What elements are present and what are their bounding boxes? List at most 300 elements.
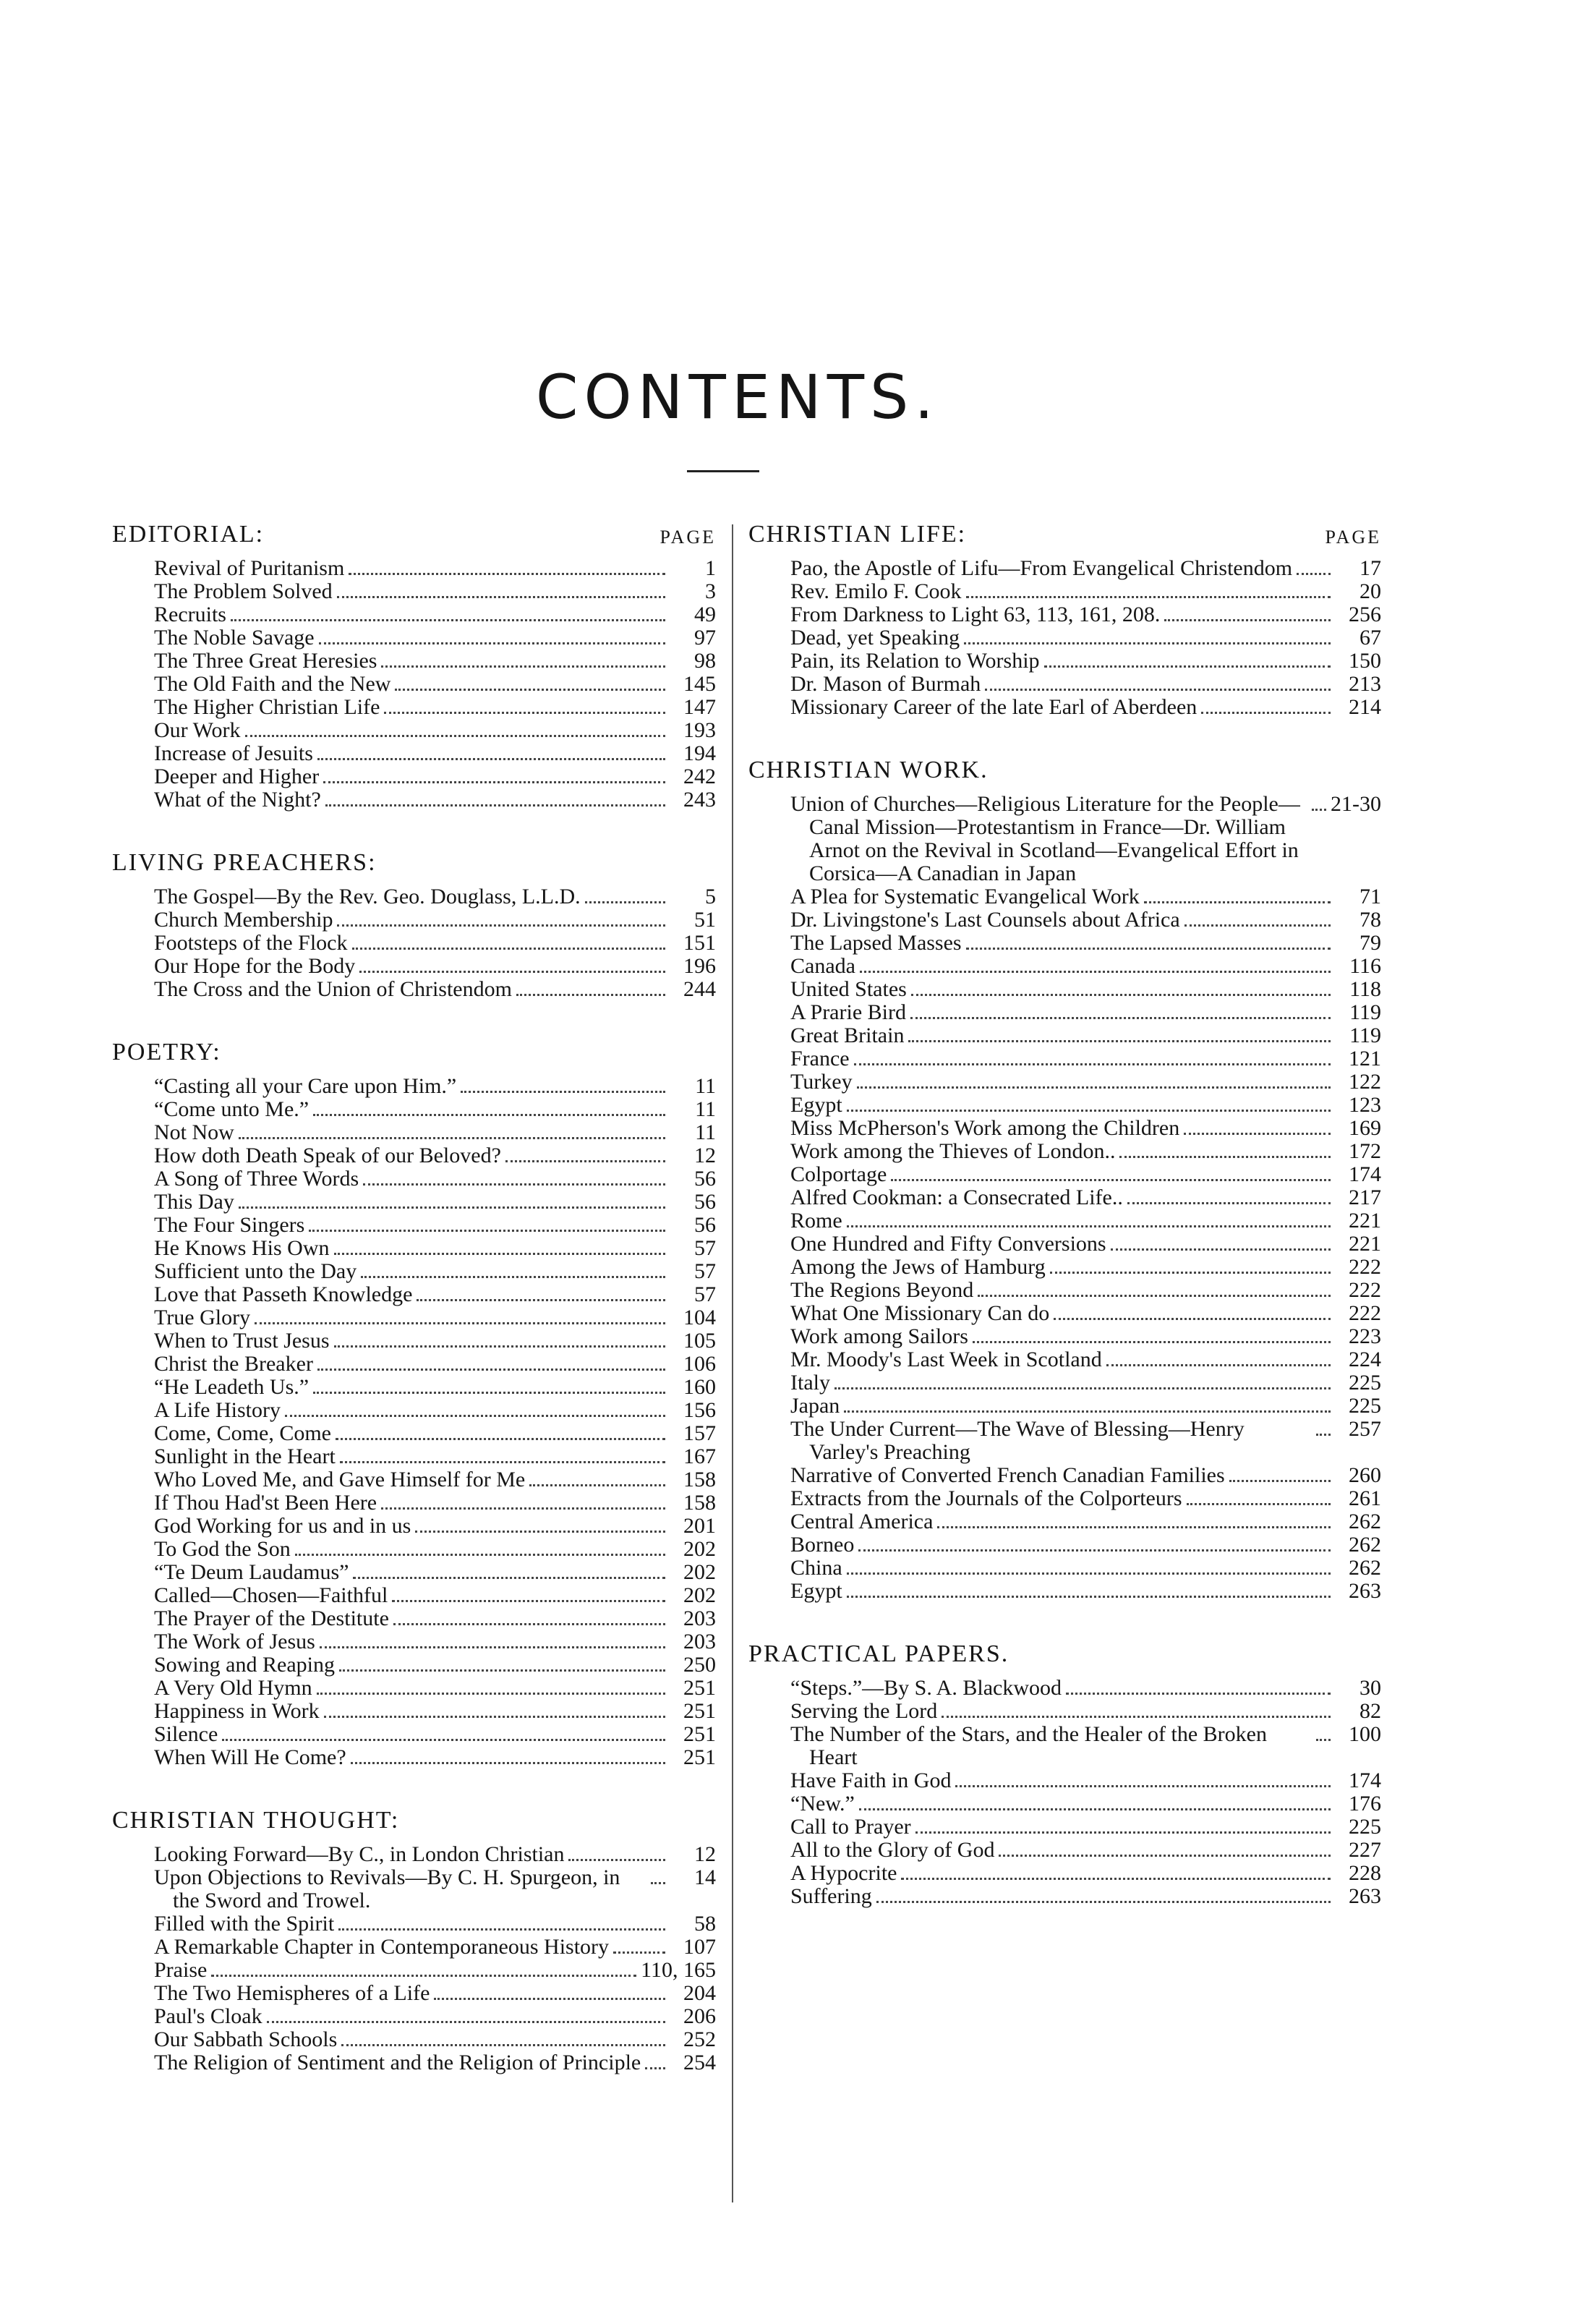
entry-page-number: 227 bbox=[1349, 1838, 1381, 1862]
entry-title: Looking Forward—By C., in London Christian bbox=[154, 1842, 565, 1866]
entry-title: From Darkness to Light 63, 113, 161, 208. bbox=[790, 603, 1161, 626]
contents-section bbox=[748, 757, 1381, 1603]
entry-title: Narrative of Converted French Canadian Families bbox=[790, 1463, 1225, 1487]
contents-entry bbox=[112, 1399, 716, 1422]
contents-entry bbox=[112, 2028, 716, 2051]
entry-page-number: 11 bbox=[695, 1074, 716, 1098]
contents-section bbox=[748, 1640, 1381, 1908]
entry-title: When Will He Come? bbox=[154, 1745, 346, 1769]
column-divider bbox=[732, 524, 733, 2202]
contents-entry bbox=[748, 580, 1381, 603]
contents-entry bbox=[112, 557, 716, 580]
section-header bbox=[112, 521, 716, 548]
entry-page-number: 202 bbox=[683, 1560, 716, 1584]
entry-title: The Three Great Heresies bbox=[154, 649, 377, 673]
entry-title: Sowing and Reaping bbox=[154, 1653, 335, 1677]
entry-page-number: 263 bbox=[1349, 1884, 1381, 1908]
dot-leader bbox=[1044, 665, 1331, 668]
entry-title: Our Work bbox=[154, 718, 241, 742]
entry-page-number: 123 bbox=[1349, 1093, 1381, 1117]
contents-entry bbox=[112, 1630, 716, 1653]
entry-title: The Number of the Stars, and the Healer of the Broken Heart bbox=[790, 1722, 1273, 1769]
entry-title: “He Leadeth Us.” bbox=[154, 1375, 310, 1399]
entry-page-number: 119 bbox=[1349, 1000, 1381, 1024]
contents-entry bbox=[112, 1723, 716, 1746]
entry-page-number: 254 bbox=[683, 2051, 716, 2074]
contents-entry bbox=[112, 1561, 716, 1584]
entry-page-number: 3 bbox=[705, 579, 716, 603]
entry-title: Missionary Career of the late Earl of Aberdeen bbox=[790, 695, 1198, 719]
dot-leader bbox=[1066, 1693, 1331, 1695]
contents-entry bbox=[112, 650, 716, 673]
dot-leader bbox=[1312, 809, 1326, 811]
entry-page-number: 49 bbox=[694, 603, 716, 626]
entry-title: Footsteps of the Flock bbox=[154, 931, 348, 955]
contents-entry bbox=[748, 1186, 1381, 1209]
contents-entry bbox=[748, 1071, 1381, 1094]
dot-leader bbox=[337, 596, 665, 598]
entry-title: A Remarkable Chapter in Contemporaneous History bbox=[154, 1935, 610, 1959]
entry-title: Miss McPherson's Work among the Children bbox=[790, 1116, 1180, 1140]
entry-page-number: 225 bbox=[1349, 1394, 1381, 1418]
dot-leader bbox=[222, 1739, 665, 1741]
contents-entry bbox=[748, 978, 1381, 1001]
contents-entry bbox=[112, 1936, 716, 1959]
entry-title: Japan bbox=[790, 1394, 840, 1418]
section-heading: CHRISTIAN LIFE: bbox=[748, 521, 967, 548]
entry-page-number: 214 bbox=[1349, 695, 1381, 719]
dot-leader bbox=[353, 1577, 665, 1579]
dot-leader bbox=[859, 1808, 1331, 1810]
contents-entry bbox=[112, 603, 716, 626]
entry-title: To God the Son bbox=[154, 1537, 291, 1561]
contents-entry bbox=[112, 932, 716, 955]
entry-page-number: 106 bbox=[683, 1352, 716, 1376]
entry-page-number: 204 bbox=[683, 1981, 716, 2005]
entry-title: The Four Singers bbox=[154, 1213, 305, 1237]
entry-title: Serving the Lord bbox=[790, 1699, 938, 1723]
entry-page-number: 251 bbox=[683, 1745, 716, 1769]
dot-leader bbox=[313, 1392, 665, 1394]
section-header bbox=[112, 1807, 716, 1834]
entry-title: Borneo bbox=[790, 1533, 855, 1557]
dot-leader bbox=[966, 596, 1331, 598]
entry-page-number: 251 bbox=[683, 1722, 716, 1746]
dot-leader bbox=[295, 1554, 665, 1556]
entry-title: United States bbox=[790, 977, 907, 1001]
entry-title: The Prayer of the Destitute bbox=[154, 1606, 389, 1630]
entry-page-number: 262 bbox=[1349, 1510, 1381, 1533]
entry-title: The Problem Solved bbox=[154, 579, 333, 603]
entry-page-number: 116 bbox=[1349, 954, 1381, 978]
contents-entry bbox=[748, 1024, 1381, 1047]
entry-page-number: 157 bbox=[683, 1421, 716, 1445]
entry-page-number: 21-30 bbox=[1331, 792, 1381, 816]
entry-title: Dr. Mason of Burmah bbox=[790, 672, 981, 696]
contents-entry bbox=[112, 1653, 716, 1677]
entry-page-number: 251 bbox=[683, 1699, 716, 1723]
section-header bbox=[748, 521, 1381, 548]
entry-page-number: 167 bbox=[683, 1444, 716, 1468]
dot-leader bbox=[336, 1438, 665, 1440]
contents-entry bbox=[112, 1982, 716, 2005]
contents-entry bbox=[748, 1677, 1381, 1700]
section-header bbox=[748, 757, 1381, 784]
dot-leader bbox=[999, 1855, 1331, 1857]
dot-leader bbox=[340, 1461, 665, 1463]
entry-title: Alfred Cookman: a Consecrated Life.. bbox=[790, 1186, 1123, 1209]
entry-title: The Two Hemispheres of a Life bbox=[154, 1981, 430, 2005]
contents-entry bbox=[748, 603, 1381, 626]
dot-leader bbox=[285, 1415, 665, 1417]
dot-leader bbox=[858, 1549, 1331, 1552]
entry-page-number: 260 bbox=[1349, 1463, 1381, 1487]
entry-page-number: 221 bbox=[1349, 1209, 1381, 1233]
entry-title: “Steps.”—By S. A. Blackwood bbox=[790, 1676, 1062, 1700]
entry-title: Work among the Thieves of London.. bbox=[790, 1139, 1116, 1163]
entry-page-number: 98 bbox=[694, 649, 716, 673]
dot-leader bbox=[1054, 1318, 1331, 1320]
entry-title: “Come unto Me.” bbox=[154, 1097, 310, 1121]
entry-title: A Very Old Hymn bbox=[154, 1676, 312, 1700]
contents-entry bbox=[112, 1144, 716, 1167]
dot-leader bbox=[392, 1600, 665, 1602]
contents-entry bbox=[112, 1376, 716, 1399]
entry-page-number: 206 bbox=[683, 2004, 716, 2028]
dot-leader bbox=[1297, 573, 1331, 575]
entry-title: What One Missionary Can do bbox=[790, 1301, 1050, 1325]
entry-title: When to Trust Jesus bbox=[154, 1329, 330, 1353]
dot-leader bbox=[309, 1230, 665, 1232]
entry-title: Church Membership bbox=[154, 908, 333, 932]
dot-leader bbox=[891, 1179, 1331, 1181]
entry-title: The Under Current—The Wave of Blessing—Henry Varley's Preaching bbox=[790, 1417, 1250, 1464]
entry-page-number: 160 bbox=[683, 1375, 716, 1399]
entry-title: The Noble Savage bbox=[154, 626, 315, 650]
entry-title: How doth Death Speak of our Beloved? bbox=[154, 1144, 501, 1167]
entry-title: Canada bbox=[790, 954, 855, 978]
entry-page-number: 147 bbox=[683, 695, 716, 719]
entry-page-number: 223 bbox=[1349, 1324, 1381, 1348]
entry-title: Who Loved Me, and Gave Himself for Me bbox=[154, 1468, 526, 1491]
contents-entry bbox=[748, 1395, 1381, 1418]
dot-leader bbox=[910, 1017, 1331, 1019]
dot-leader bbox=[338, 1928, 665, 1931]
contents-entry bbox=[112, 696, 716, 719]
entry-title: Pao, the Apostle of Lifu—From Evangelical Christendom bbox=[790, 556, 1293, 580]
dot-leader bbox=[860, 971, 1331, 973]
contents-entry bbox=[748, 955, 1381, 978]
dot-leader bbox=[334, 1345, 665, 1348]
entry-page-number: 11 bbox=[695, 1120, 716, 1144]
dot-leader bbox=[1050, 1272, 1331, 1274]
dot-leader bbox=[1316, 1434, 1331, 1436]
page-column-label: PAGE bbox=[659, 527, 716, 548]
dot-leader bbox=[942, 1716, 1331, 1718]
contents-entry bbox=[748, 1279, 1381, 1302]
entry-page-number: 11 bbox=[695, 1097, 716, 1121]
entry-title: Italy bbox=[790, 1371, 830, 1395]
entry-page-number: 242 bbox=[683, 765, 716, 788]
entry-title: A Prarie Bird bbox=[790, 1000, 906, 1024]
entry-page-number: 107 bbox=[683, 1935, 716, 1959]
contents-entry bbox=[748, 1140, 1381, 1163]
entry-page-number: 261 bbox=[1349, 1486, 1381, 1510]
dot-leader bbox=[381, 665, 665, 668]
entry-page-number: 244 bbox=[683, 977, 716, 1001]
dot-leader bbox=[211, 1975, 636, 1977]
dot-leader bbox=[434, 1998, 665, 2000]
dot-leader bbox=[516, 994, 665, 996]
dot-leader bbox=[417, 1299, 665, 1301]
contents-entry bbox=[748, 1533, 1381, 1557]
dot-leader bbox=[857, 1086, 1331, 1089]
entry-title: China bbox=[790, 1556, 842, 1580]
entry-title: Sunlight in the Heart bbox=[154, 1444, 336, 1468]
entry-title: France bbox=[790, 1047, 850, 1071]
entry-page-number: 256 bbox=[1349, 603, 1381, 626]
entry-page-number: 217 bbox=[1349, 1186, 1381, 1209]
entry-page-number: 257 bbox=[1349, 1417, 1381, 1441]
contents-entry bbox=[748, 626, 1381, 650]
dot-leader bbox=[1316, 1739, 1331, 1741]
dot-leader bbox=[847, 1596, 1331, 1598]
contents-entry bbox=[748, 1885, 1381, 1908]
entry-title: A Plea for Systematic Evangelical Work bbox=[790, 885, 1140, 908]
contents-entry bbox=[112, 1746, 716, 1769]
entry-page-number: 262 bbox=[1349, 1533, 1381, 1557]
dot-leader bbox=[847, 1225, 1331, 1227]
section-heading: POETRY: bbox=[112, 1039, 221, 1065]
entry-page-number: 174 bbox=[1349, 1768, 1381, 1792]
entry-page-number: 225 bbox=[1349, 1815, 1381, 1839]
entry-title: Called—Chosen—Faithful bbox=[154, 1583, 388, 1607]
entry-title: Egypt bbox=[790, 1579, 842, 1603]
entry-title: Our Hope for the Body bbox=[154, 954, 356, 978]
dot-leader bbox=[964, 642, 1331, 644]
entry-page-number: 57 bbox=[694, 1259, 716, 1283]
entry-page-number: 78 bbox=[1359, 908, 1381, 932]
contents-entry bbox=[112, 1866, 716, 1912]
page-title: CONTENTS. bbox=[535, 362, 940, 433]
dot-leader bbox=[255, 1322, 665, 1324]
contents-entry bbox=[748, 1792, 1381, 1816]
entry-page-number: 243 bbox=[683, 788, 716, 812]
entry-title: “New.” bbox=[790, 1792, 855, 1816]
dot-leader bbox=[239, 1137, 665, 1139]
contents-entry bbox=[112, 1121, 716, 1144]
dot-leader bbox=[461, 1091, 665, 1093]
contents-entry bbox=[748, 1510, 1381, 1533]
entry-page-number: 151 bbox=[683, 931, 716, 955]
entry-title: “Te Deum Laudamus” bbox=[154, 1560, 349, 1584]
entry-title: Call to Prayer bbox=[790, 1815, 911, 1839]
page-column-label: PAGE bbox=[1325, 527, 1381, 548]
contents-entry bbox=[748, 1163, 1381, 1186]
entry-page-number: 193 bbox=[683, 718, 716, 742]
entry-title: The Regions Beyond bbox=[790, 1278, 974, 1302]
dot-leader bbox=[1229, 1480, 1331, 1482]
dot-leader bbox=[334, 1253, 666, 1255]
section-heading: LIVING PREACHERS: bbox=[112, 849, 377, 876]
entry-page-number: 203 bbox=[683, 1606, 716, 1630]
contents-entry bbox=[112, 2051, 716, 2074]
contents-column-left bbox=[112, 521, 716, 2112]
dot-leader bbox=[352, 948, 666, 950]
dot-leader bbox=[395, 689, 665, 691]
contents-entry bbox=[748, 908, 1381, 932]
entry-page-number: 57 bbox=[694, 1282, 716, 1306]
dot-leader bbox=[349, 573, 665, 575]
entry-page-number: 110, 165 bbox=[641, 1958, 716, 1982]
contents-entry bbox=[748, 1580, 1381, 1603]
entry-title: Work among Sailors bbox=[790, 1324, 968, 1348]
contents-entry bbox=[748, 1769, 1381, 1792]
entry-page-number: 169 bbox=[1349, 1116, 1381, 1140]
entry-title: The Work of Jesus bbox=[154, 1630, 315, 1653]
entry-page-number: 174 bbox=[1349, 1162, 1381, 1186]
entry-title: God Working for us and in us bbox=[154, 1514, 411, 1538]
contents-column-right bbox=[748, 521, 1381, 1946]
section-heading: CHRISTIAN WORK. bbox=[748, 757, 989, 783]
entry-page-number: 12 bbox=[694, 1842, 716, 1866]
dot-leader bbox=[985, 689, 1331, 691]
entry-title: Come, Come, Come bbox=[154, 1421, 331, 1445]
contents-entry bbox=[112, 1075, 716, 1098]
entry-page-number: 57 bbox=[694, 1236, 716, 1260]
contents-entry bbox=[748, 1464, 1381, 1487]
entry-page-number: 158 bbox=[683, 1491, 716, 1515]
section-heading: PRACTICAL PAPERS. bbox=[748, 1640, 1009, 1667]
contents-section bbox=[112, 849, 716, 1001]
dot-leader bbox=[911, 994, 1331, 996]
contents-entry bbox=[112, 1677, 716, 1700]
dot-leader bbox=[267, 2021, 665, 2023]
contents-entry bbox=[748, 1557, 1381, 1580]
entry-title: Revival of Puritanism bbox=[154, 556, 345, 580]
contents-entry bbox=[748, 1418, 1381, 1464]
dot-leader bbox=[393, 1623, 665, 1625]
entry-page-number: 263 bbox=[1349, 1579, 1381, 1603]
dot-leader bbox=[359, 971, 665, 973]
dot-leader bbox=[317, 1369, 665, 1371]
entry-title: What of the Night? bbox=[154, 788, 321, 812]
entry-page-number: 1 bbox=[705, 556, 716, 580]
dot-leader bbox=[337, 924, 665, 927]
dot-leader bbox=[854, 1063, 1331, 1065]
section-header bbox=[748, 1640, 1381, 1668]
dot-leader bbox=[966, 948, 1331, 950]
contents-entry bbox=[112, 908, 716, 932]
contents-entry bbox=[112, 1700, 716, 1723]
dot-leader bbox=[319, 642, 665, 644]
contents-entry bbox=[112, 955, 716, 978]
entry-page-number: 56 bbox=[694, 1190, 716, 1214]
dot-leader bbox=[245, 735, 665, 737]
entry-page-number: 67 bbox=[1359, 626, 1381, 650]
contents-entry bbox=[112, 1515, 716, 1538]
contents-section bbox=[112, 1807, 716, 2074]
contents-entry bbox=[112, 788, 716, 812]
entry-page-number: 150 bbox=[1349, 649, 1381, 673]
dot-leader bbox=[384, 712, 665, 714]
entry-title: True Glory bbox=[154, 1306, 251, 1329]
contents-entry bbox=[112, 1584, 716, 1607]
dot-leader bbox=[239, 1206, 665, 1209]
entry-page-number: 176 bbox=[1349, 1792, 1381, 1816]
entry-title: Christ the Breaker bbox=[154, 1352, 313, 1376]
entry-page-number: 56 bbox=[694, 1167, 716, 1191]
contents-entry bbox=[748, 1117, 1381, 1140]
contents-entry bbox=[748, 1816, 1381, 1839]
entry-title: Love that Passeth Knowledge bbox=[154, 1282, 413, 1306]
entry-title: The Lapsed Masses bbox=[790, 931, 962, 955]
contents-entry bbox=[112, 1167, 716, 1191]
contents-entry bbox=[112, 1468, 716, 1491]
contents-entry bbox=[112, 580, 716, 603]
entry-page-number: 194 bbox=[683, 741, 716, 765]
contents-entry bbox=[748, 1233, 1381, 1256]
dot-leader bbox=[915, 1831, 1331, 1834]
entry-title: If Thou Had'st Been Here bbox=[154, 1491, 377, 1515]
contents-entry bbox=[748, 1723, 1381, 1769]
contents-entry bbox=[748, 673, 1381, 696]
entry-title: Colportage bbox=[790, 1162, 887, 1186]
dot-leader bbox=[351, 1762, 665, 1764]
entry-title: Suffering bbox=[790, 1884, 872, 1908]
contents-section bbox=[748, 521, 1381, 719]
dot-leader bbox=[505, 1160, 665, 1162]
entry-page-number: 97 bbox=[694, 626, 716, 650]
entry-title: Dead, yet Speaking bbox=[790, 626, 960, 650]
entry-title: Great Britain bbox=[790, 1023, 905, 1047]
dot-leader bbox=[1127, 1202, 1331, 1204]
entry-title: Central America bbox=[790, 1510, 934, 1533]
contents-entry bbox=[748, 1209, 1381, 1233]
dot-leader bbox=[1144, 901, 1331, 903]
dot-leader bbox=[844, 1410, 1331, 1413]
entry-page-number: 201 bbox=[683, 1514, 716, 1538]
dot-leader bbox=[324, 1716, 665, 1718]
entry-page-number: 158 bbox=[683, 1468, 716, 1491]
dot-leader bbox=[1111, 1248, 1331, 1251]
entry-title: All to the Glory of God bbox=[790, 1838, 995, 1862]
contents-entry bbox=[112, 1306, 716, 1329]
contents-section bbox=[112, 521, 716, 812]
entry-title: Increase of Jesuits bbox=[154, 741, 313, 765]
dot-leader bbox=[1119, 1156, 1331, 1158]
dot-leader bbox=[1184, 1133, 1331, 1135]
entry-title: Extracts from the Journals of the Colporteurs bbox=[790, 1486, 1182, 1510]
entry-page-number: 172 bbox=[1349, 1139, 1381, 1163]
dot-leader bbox=[847, 1572, 1331, 1575]
dot-leader bbox=[363, 1183, 665, 1186]
entry-page-number: 30 bbox=[1359, 1676, 1381, 1700]
contents-entry bbox=[112, 1912, 716, 1936]
dot-leader bbox=[529, 1484, 665, 1486]
dot-leader bbox=[323, 781, 665, 783]
entry-page-number: 202 bbox=[683, 1537, 716, 1561]
dot-leader bbox=[1201, 712, 1331, 714]
entry-title: Praise bbox=[154, 1958, 208, 1982]
dot-leader bbox=[231, 619, 665, 621]
entry-page-number: 51 bbox=[694, 908, 716, 932]
entry-page-number: 222 bbox=[1349, 1255, 1381, 1279]
entry-page-number: 224 bbox=[1349, 1348, 1381, 1371]
dot-leader bbox=[381, 1507, 665, 1510]
dot-leader bbox=[908, 1040, 1331, 1042]
entry-page-number: 251 bbox=[683, 1676, 716, 1700]
